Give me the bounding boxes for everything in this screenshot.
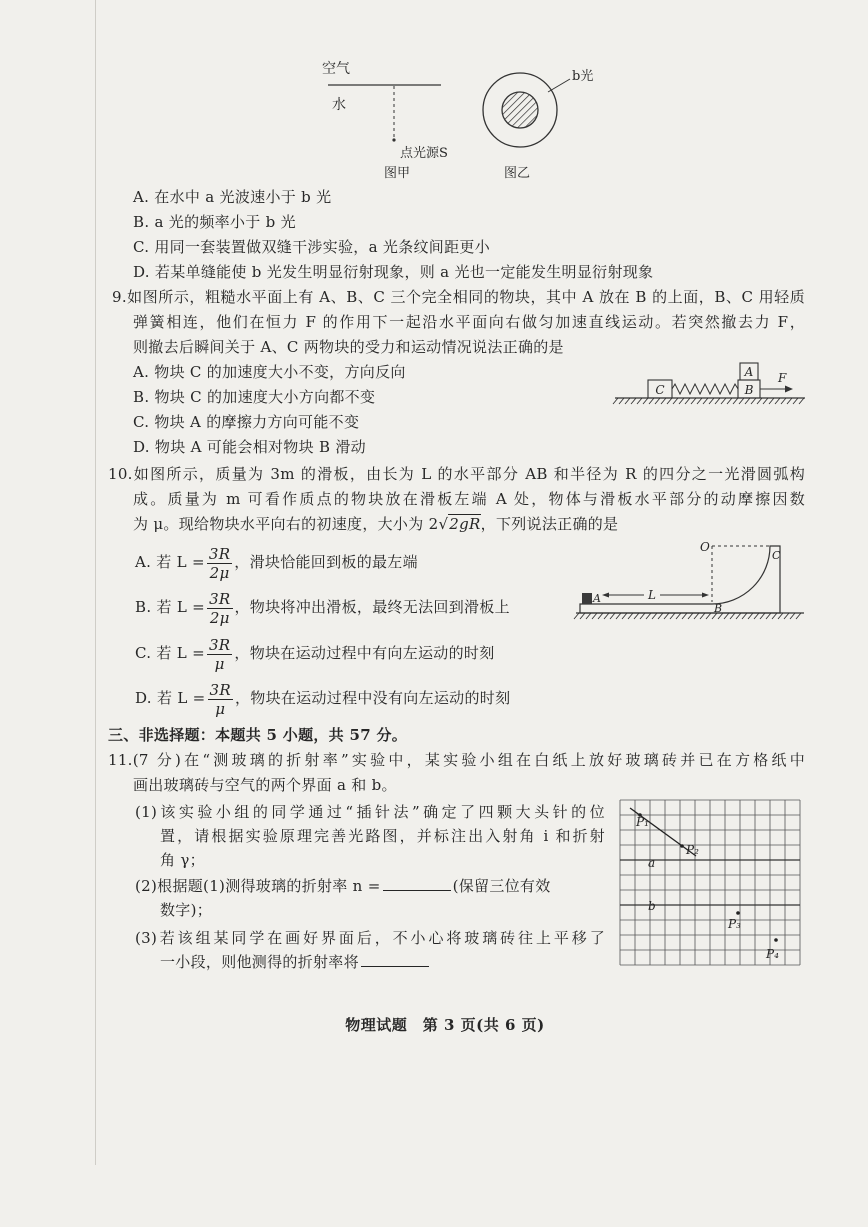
q9-stem-line-3: 则撤去后瞬间关于 A、C 两物块的受力和运动情况说法正确的是 bbox=[133, 338, 564, 356]
q8-option-c: C. 用同一套装置做双缝干涉实验，a 光条纹间距更小 bbox=[133, 238, 490, 256]
interface-a-label: a bbox=[648, 856, 656, 870]
q9-option-b: B. 物块 C 的加速度大小方向都不变 bbox=[133, 388, 376, 406]
inner-hatched-circle bbox=[502, 92, 538, 128]
figure-a-caption: 图甲 bbox=[384, 166, 411, 181]
q11-stem-line-2: 画出玻璃砖与空气的两个界面 a 和 b。 bbox=[133, 776, 397, 794]
q10-stem-pre: 为 μ。现给物块水平向右的初速度，大小为 2 bbox=[133, 515, 439, 533]
q10-stem-line-1 bbox=[108, 463, 805, 485]
force-label: F bbox=[778, 371, 787, 385]
option-text: ，滑块恰能回到板的最左端 bbox=[234, 553, 418, 571]
option-label: C. bbox=[135, 644, 152, 662]
option-label: B. bbox=[135, 598, 152, 616]
point-source-label: 点光源S bbox=[400, 146, 448, 161]
q10-option-c bbox=[135, 631, 495, 675]
q11-stem-line-1 bbox=[108, 749, 805, 771]
fraction-numerator: 3R bbox=[208, 544, 231, 563]
scan-edge-line bbox=[95, 0, 96, 1165]
answer-blank bbox=[383, 875, 451, 891]
page-footer: 物理试题 第 3 页(共 6 页) bbox=[345, 1016, 545, 1034]
option-condition: 若 L = bbox=[156, 598, 206, 616]
q11-part2-note: (保留三位有效 bbox=[452, 877, 551, 895]
fraction-numerator: 3R bbox=[209, 589, 231, 608]
fraction-numerator: 3R bbox=[208, 635, 231, 654]
point-b-label: B bbox=[714, 602, 723, 615]
q11-part2-line-1 bbox=[135, 875, 551, 897]
arc-radius-dashed-lines bbox=[712, 546, 770, 602]
point-a-label: A bbox=[593, 592, 601, 605]
radicand: 2gR bbox=[449, 515, 481, 533]
q9-stem-text-1: 如图所示，粗糙水平面上有 A、B、C 三个完全相同的物块，其中 A 放在 B 的上面，B、C 用轻质 bbox=[126, 288, 805, 306]
spring bbox=[672, 384, 738, 394]
q8-option-b: B. a 光的频率小于 b 光 bbox=[133, 213, 296, 231]
point-c-label: C bbox=[772, 549, 781, 562]
length-label: L bbox=[648, 588, 656, 602]
fraction bbox=[207, 545, 232, 582]
pin-p3-label: P₃ bbox=[728, 917, 741, 931]
force-arrowhead bbox=[785, 386, 793, 393]
q9-stem-line-2: 弹簧相连，他们在恒力 F 的作用下一起沿水平面向右做匀加速直线运动。若突然撤去力 F， bbox=[133, 313, 805, 331]
q11-part1-line-3: 角 γ； bbox=[160, 851, 205, 869]
q11-part3-line-2 bbox=[160, 951, 431, 973]
q11-part2-line-2: 数字)； bbox=[160, 901, 213, 919]
q10-option-d bbox=[135, 676, 510, 720]
block-c-label: C bbox=[655, 383, 665, 397]
q11-number: 11. bbox=[108, 751, 133, 769]
q9-option-a: A. 物块 C 的加速度大小不变，方向反向 bbox=[133, 363, 406, 381]
radical-sign: √ bbox=[438, 515, 449, 533]
q10-stem-line-3 bbox=[133, 513, 618, 535]
figure-b-caption: 图乙 bbox=[504, 166, 531, 181]
block-b-label: B bbox=[744, 383, 754, 397]
q9-option-d: D. 物块 A 可能会相对物块 B 滑动 bbox=[133, 438, 366, 456]
q10-stem-post: ，下列说法正确的是 bbox=[480, 515, 619, 533]
option-condition: 若 L = bbox=[156, 689, 206, 707]
q8-figure bbox=[310, 52, 610, 182]
fraction bbox=[207, 590, 232, 627]
q11-part3-line-1: (3)若该组某同学在画好界面后，不小心将玻璃砖往上平移了 bbox=[135, 929, 605, 947]
q11-part1-line-1: (1)该实验小组的同学通过“插针法”确定了四颗大头针的位 bbox=[135, 803, 605, 821]
q9-figure bbox=[612, 358, 808, 410]
pin-p3-dot bbox=[736, 911, 740, 915]
center-o-label: O bbox=[700, 540, 710, 554]
water-label: 水 bbox=[332, 97, 346, 113]
fraction-denominator: μ bbox=[215, 699, 226, 718]
pin-p2-label: P₂ bbox=[686, 843, 699, 857]
ground-hatch bbox=[574, 613, 801, 619]
q11-stem-text-1: (7 分)在“测玻璃的折射率”实验中，某实验小组在白纸上放好玻璃砖并已在方格纸中 bbox=[132, 751, 805, 769]
option-text: ，物块在运动过程中没有向左运动的时刻 bbox=[234, 689, 511, 707]
pin-p1-label: P₁ bbox=[636, 815, 649, 829]
small-block bbox=[582, 593, 592, 604]
answer-blank bbox=[361, 951, 429, 967]
fraction bbox=[208, 681, 233, 718]
pin-p2-dot bbox=[680, 844, 684, 848]
block-a-label: A bbox=[744, 365, 754, 379]
option-text: ，物块在运动过程中有向左运动的时刻 bbox=[234, 644, 495, 662]
slider-board bbox=[580, 546, 780, 613]
q10-stem-line-2: 成。质量为 m 可看作质点的物块放在滑板左端 A 处，物体与滑板水平部分的动摩擦因数 bbox=[133, 490, 805, 508]
q9-number: 9. bbox=[112, 288, 127, 306]
pin-p4-label: P₄ bbox=[766, 947, 779, 961]
option-condition: 若 L = bbox=[156, 644, 205, 662]
b-light-leader-line bbox=[548, 79, 570, 92]
fraction-numerator: 3R bbox=[209, 680, 231, 699]
b-light-label: b光 bbox=[572, 69, 594, 84]
fraction bbox=[207, 636, 232, 673]
option-label: D. bbox=[135, 689, 152, 707]
q11-part3-text: 一小段，则他测得的折射率将 bbox=[160, 953, 359, 971]
q10-option-b bbox=[135, 585, 510, 629]
interface-b-label: b bbox=[648, 899, 656, 913]
option-condition: 若 L = bbox=[156, 553, 205, 571]
q8-option-a: A. 在水中 a 光波速小于 b 光 bbox=[133, 188, 332, 206]
point-source-dot bbox=[392, 138, 395, 141]
q11-part2-text: (2)根据题(1)测得玻璃的折射率 n = bbox=[135, 877, 381, 895]
length-arrowhead-left bbox=[602, 593, 609, 598]
air-label: 空气 bbox=[322, 61, 350, 77]
fraction-denominator: 2μ bbox=[209, 563, 230, 582]
ground-hatch bbox=[613, 398, 804, 404]
q10-number: 10. bbox=[108, 465, 133, 483]
section-heading: 三、非选择题：本题共 5 小题，共 57 分。 bbox=[108, 726, 408, 744]
fraction-denominator: μ bbox=[214, 654, 225, 673]
q10-option-a bbox=[135, 540, 418, 584]
q8-option-d: D. 若某单缝能使 b 光发生明显衍射现象，则 a 光也一定能发生明显衍射现象 bbox=[133, 263, 654, 281]
q10-stem-text-1: 如图所示，质量为 3m 的滑板，由长为 L 的水平部分 AB 和半径为 R 的四分之一光滑圆弧构 bbox=[132, 465, 805, 483]
q9-option-c: C. 物块 A 的摩擦力方向可能不变 bbox=[133, 413, 360, 431]
q11-part1-line-2: 置，请根据实验原理完善光路图，并标注出入射角 i 和折射 bbox=[160, 827, 605, 845]
q10-figure bbox=[572, 536, 808, 628]
option-label: A. bbox=[135, 553, 152, 571]
fraction-denominator: 2μ bbox=[209, 608, 230, 627]
q11-grid-figure bbox=[618, 798, 804, 970]
q9-stem-line-1 bbox=[112, 286, 805, 308]
option-text: ，物块将冲出滑板，最终无法回到滑板上 bbox=[234, 598, 510, 616]
pin-p4-dot bbox=[774, 938, 778, 942]
length-arrowhead-right bbox=[702, 593, 709, 598]
